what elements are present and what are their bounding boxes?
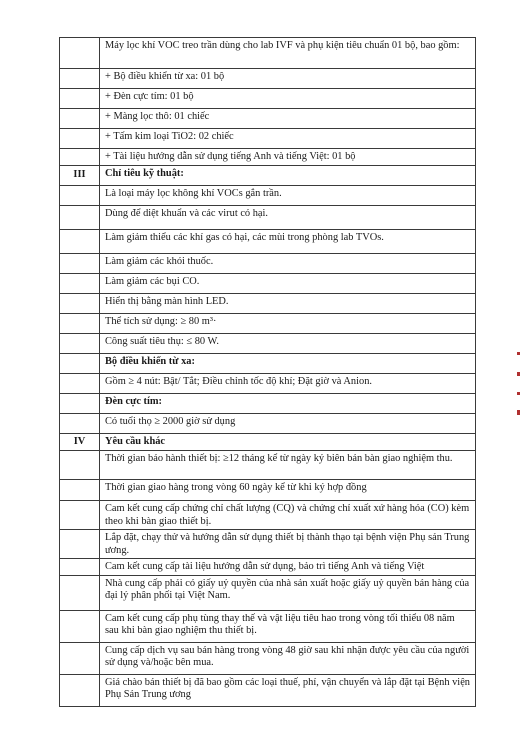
section-title-cell: Chỉ tiêu kỹ thuật: [100,165,476,185]
table-row [60,575,476,610]
content-cell: Thể tích sử dụng: ≥ 80 m³· [100,313,476,333]
content-cell: + Bộ điều khiển từ xa: 01 bộ [100,69,476,89]
table-row [60,451,476,480]
section-number-cell [60,373,100,393]
table-row [60,530,476,559]
requirements-table-body [60,38,476,707]
section-number-cell [60,642,100,674]
section-number-cell [60,205,100,229]
section-header-row [60,433,476,451]
table-row [60,89,476,109]
table-row [60,149,476,166]
section-number-cell [60,149,100,166]
content-cell: Thời gian bảo hành thiết bị: ≥12 tháng kể từ ngày ký biên bản bàn giao nghiệm thu. [100,451,476,480]
section-number-cell [60,109,100,129]
section-number-cell [60,353,100,373]
table-row [60,185,476,205]
content-cell: Đèn cực tím: [100,393,476,413]
table-row [60,333,476,353]
content-cell: Cam kết cung cấp phụ tùng thay thế và vật liệu tiêu hao trong vòng tối thiểu 08 năm sau khi bàn giao nghiệm thu thiết bị. [100,610,476,642]
section-number-cell [60,559,100,576]
margin-stamp-mark [517,352,520,355]
table-row [60,69,476,89]
section-number-cell [60,253,100,273]
section-number-cell [60,530,100,559]
table-row [60,413,476,433]
section-number-cell: III [60,165,100,185]
subsection-row [60,393,476,413]
section-number-cell [60,480,100,501]
table-row [60,293,476,313]
section-number-cell: IV [60,433,100,451]
content-cell: Giá chào bán thiết bị đã bao gồm các loại thuế, phí, vận chuyển và lắp đặt tại Bệnh viện Phụ Sản Trung ương [100,674,476,706]
requirements-table [59,37,476,707]
content-cell: Làm giảm thiểu các khí gas có hại, các mùi trong phòng lab TVOs. [100,229,476,253]
section-number-cell [60,89,100,109]
section-number-cell [60,229,100,253]
margin-stamp-mark [517,410,520,415]
section-number-cell [60,333,100,353]
section-number-cell [60,129,100,149]
content-cell: Gồm ≥ 4 nút: Bật/ Tắt; Điều chỉnh tốc độ khí; Đặt giờ và Anion. [100,373,476,393]
table-row [60,313,476,333]
content-cell: Hiển thị bằng màn hình LED. [100,293,476,313]
table-row [60,674,476,706]
table-row [60,642,476,674]
section-title-cell: Yêu cầu khác [100,433,476,451]
section-number-cell [60,575,100,610]
content-cell: Công suất tiêu thụ: ≤ 80 W. [100,333,476,353]
content-cell: Làm giảm các khói thuốc. [100,253,476,273]
table-row [60,610,476,642]
section-number-cell [60,501,100,530]
section-number-cell [60,413,100,433]
table-row [60,129,476,149]
content-cell: + Màng lọc thô: 01 chiếc [100,109,476,129]
section-number-cell [60,610,100,642]
content-cell: Là loại máy lọc không khí VOCs gắn trần. [100,185,476,205]
content-cell: Dùng để diệt khuẩn và các virut có hại. [100,205,476,229]
content-cell: Lắp đặt, chạy thử và hướng dẫn sử dụng thiết bị thành thạo tại bệnh viện Phụ sản Trung ương. [100,530,476,559]
section-number-cell [60,69,100,89]
section-number-cell [60,393,100,413]
table-row [60,229,476,253]
content-cell: Làm giảm các bụi CO. [100,273,476,293]
content-cell: + Đèn cực tím: 01 bộ [100,89,476,109]
table-row [60,373,476,393]
content-cell: Cung cấp dịch vụ sau bán hàng trong vòng 48 giờ sau khi nhận được yêu cầu của người sử dụng và/hoặc bên mua. [100,642,476,674]
section-header-row [60,165,476,185]
section-number-cell [60,293,100,313]
subsection-row [60,353,476,373]
content-cell: Máy lọc khí VOC treo trần dùng cho lab IVF và phụ kiện tiêu chuẩn 01 bộ, bao gồm: [100,38,476,69]
margin-stamp-mark [517,372,520,376]
section-number-cell [60,313,100,333]
table-row [60,38,476,69]
table-row [60,205,476,229]
content-cell: Có tuổi thọ ≥ 2000 giờ sử dụng [100,413,476,433]
section-number-cell [60,38,100,69]
section-number-cell [60,273,100,293]
table-row [60,253,476,273]
content-cell: Thời gian giao hàng trong vòng 60 ngày kể từ khi ký hợp đồng [100,480,476,501]
table-row [60,109,476,129]
margin-stamp-mark [517,392,520,395]
table-row [60,480,476,501]
content-cell: Cam kết cung cấp chứng chỉ chất lượng (CQ) và chứng chỉ xuất xứ hàng hóa (CO) kèm theo khi bàn giao thiết bị. [100,501,476,530]
section-number-cell [60,185,100,205]
table-row [60,273,476,293]
table-row [60,501,476,530]
content-cell: + Tài liệu hướng dẫn sử dụng tiếng Anh và tiếng Việt: 01 bộ [100,149,476,166]
content-cell: + Tấm kim loại TiO2: 02 chiếc [100,129,476,149]
content-cell: Nhà cung cấp phải có giấy uỷ quyền của nhà sản xuất hoặc giấy uỷ quyền bán hàng của đại lý phân phối tại Việt Nam. [100,575,476,610]
table-row [60,559,476,576]
content-cell: Bộ điều khiển từ xa: [100,353,476,373]
content-cell: Cam kết cung cấp tài liệu hướng dẫn sử dụng, bảo trì tiếng Anh và tiếng Việt [100,559,476,576]
section-number-cell [60,451,100,480]
section-number-cell [60,674,100,706]
